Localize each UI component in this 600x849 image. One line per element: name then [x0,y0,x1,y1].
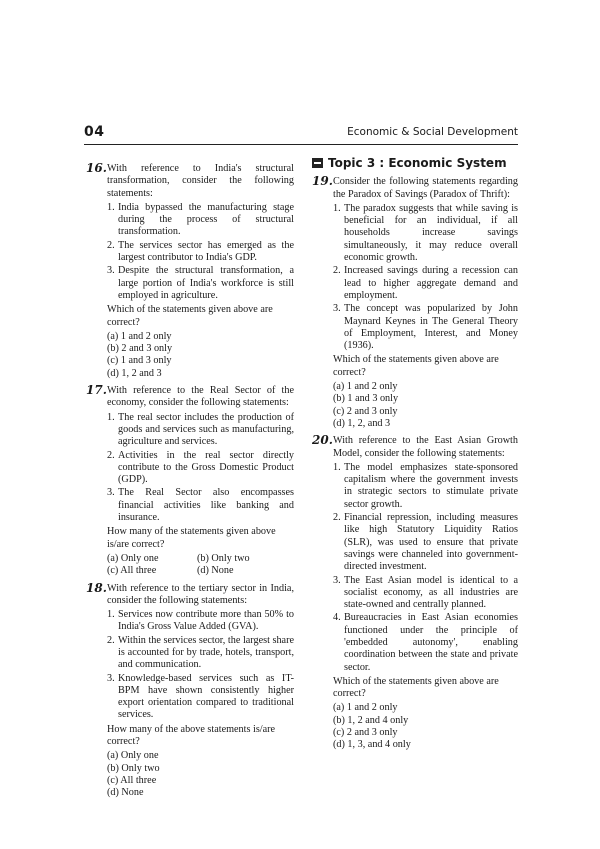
statement-text: Activities in the real sector directly contribute to the Gross Domestic Product (GDP). [118,449,294,486]
topic-heading [312,157,518,169]
statement-number: 3. [107,672,115,684]
statement-number: 2. [107,634,115,646]
statement-text: India bypassed the manufacturing stage during the process of structural transformation. [118,201,294,238]
statement-text: Knowledge-based services such as IT-BPM have shown consistently higher export orientation compared to traditional services. [118,672,294,721]
right-column [312,157,518,757]
option-a: (a) Only one [107,750,159,762]
statement-text: Within the services sector, the largest share is accounted for by trade, hotels, transport, and communication. [118,634,294,671]
left-column [86,163,294,805]
statement-list [107,202,294,302]
option-c: (c) 2 and 3 only [333,405,398,417]
question-prompt: Which of the statements given above are correct? [333,675,499,700]
statement-list [333,203,518,353]
statement [107,202,294,239]
question-stem: Consider the following statements regarding the Paradox of Savings (Paradox of Thrift): [333,176,518,200]
statement-list [107,609,294,722]
answer-options [107,553,294,578]
question-stem: With reference to India's structural transformation, consider the following statements: [107,163,294,199]
question-19 [312,176,518,430]
answer-options [333,381,518,430]
statement [333,575,518,612]
option-b: (b) 1, 2 and 4 only [333,714,409,726]
option-c: (c) All three [107,565,157,577]
question-17 [86,385,294,577]
question-number: 20. [312,433,333,448]
statement-number: 3. [333,303,341,315]
statement-text: Financial repression, including measures like high Statutory Liquidity Ratios (SLR), was used to ensure that private savings were channeled into government-directed investment. [344,512,518,573]
statement-number: 1. [333,461,341,473]
statement-number: 2. [333,512,341,524]
page-number: 04 [84,124,105,140]
statement [333,203,518,264]
statement [333,462,518,511]
option-a: (a) 1 and 2 only [107,330,172,342]
statement-number: 1. [107,201,115,213]
statement [333,303,518,352]
statement-text: The East Asian model is identical to a socialist economy, as all industries are state-owned and centrally planned. [344,574,518,611]
question-number: 16. [86,161,107,175]
question-prompt: How many of the statements given above is/are correct? [107,526,276,550]
option-d: (d) 1, 3, and 4 only [333,739,411,751]
question-prompt: Which of the statements given above are correct? [333,354,499,378]
question-stem: With reference to the Real Sector of the economy, consider the following statements: [107,385,294,409]
answer-options [107,750,294,799]
question-number: 17. [86,383,107,398]
statement-text: The concept was popularized by John Maynard Keynes in The General Theory of Employment, Interest, and Money (1936). [344,303,518,352]
statement [107,412,294,449]
question-number: 18. [86,580,107,595]
statement-list [107,412,294,525]
statement-list [333,462,518,674]
statement-number: 3. [107,487,115,499]
statement [107,240,294,265]
topic-title: Topic 3 : Economic System [328,156,507,170]
statement [107,487,294,524]
question-stem: With reference to the tertiary sector in India, consider the following statements: [107,582,294,606]
question-20 [312,435,518,751]
statement-number: 3. [333,574,341,586]
option-b: (b) Only two [197,552,250,564]
option-c: (c) 2 and 3 only [333,727,398,739]
option-d: (d) 1, 2 and 3 [107,367,162,379]
statement-text: The services sector has emerged as the largest contributor to India's GDP. [118,239,294,264]
answer-options [333,702,518,751]
question-18 [86,580,294,800]
statement-number: 2. [107,449,115,461]
statement-text: Services now contribute more than 50% to India's Gross Value Added (GVA). [118,609,294,633]
statement [333,512,518,573]
statement-number: 1. [333,202,341,214]
statement-text: The real sector includes the production of goods and services such as manufacturing, agriculture and services. [118,411,294,448]
statement-number: 3. [107,265,115,277]
answer-options [107,331,294,380]
option-c: (c) All three [107,774,157,786]
option-a: (a) Only one [107,552,159,564]
statement [333,265,518,302]
option-c: (c) 1 and 3 only [107,355,172,367]
statement-number: 2. [107,239,115,251]
option-b: (b) 1 and 3 only [333,393,399,405]
question-stem: With reference to the East Asian Growth Model, consider the following statements: [333,435,518,459]
statement [107,265,294,302]
option-a: (a) 1 and 2 only [333,702,398,714]
statement [333,612,518,673]
option-b: (b) 2 and 3 only [107,343,173,355]
option-a: (a) 1 and 2 only [333,381,398,393]
question-number: 19. [312,174,333,189]
statement [107,450,294,487]
statement-number: 2. [333,265,341,277]
statement-number: 1. [107,609,115,621]
statement-number: 4. [333,612,341,624]
option-d: (d) None [197,565,234,577]
option-d: (d) None [107,787,144,799]
statement-text: The Real Sector also encompasses financial activities like banking and insurance. [118,487,294,524]
statement-number: 1. [107,411,115,423]
statement-text: Bureaucracies in East Asian economies functioned under the principle of 'embedded autonomy', enabling coordination between the state and private sector. [344,612,518,673]
page-header [84,124,518,145]
statement [107,635,294,672]
question-prompt: Which of the statements given above are correct? [107,304,273,328]
question-16 [86,163,294,380]
statement [107,609,294,634]
running-title: Economic & Social Development [347,126,518,138]
statement-text: The model emphasizes state-sponsored capitalism where the government invests in strategic sectors to stimulate private sector growth. [344,461,518,510]
statement-text: Despite the structural transformation, a large portion of India's workforce is still employed in agriculture. [118,265,294,301]
topic-marker-icon [312,158,323,168]
option-b: (b) Only two [107,762,160,774]
statement-text: The paradox suggests that while saving is beneficial for an individual, if all households increase savings simultaneously, it may reduce overall economic growth. [344,202,518,264]
statement [107,673,294,722]
option-d: (d) 1, 2, and 3 [333,417,391,429]
question-prompt: How many of the above statements is/are correct? [107,723,276,748]
statement-text: Increased savings during a recession can lead to higher aggregate demand and employment. [344,265,518,301]
